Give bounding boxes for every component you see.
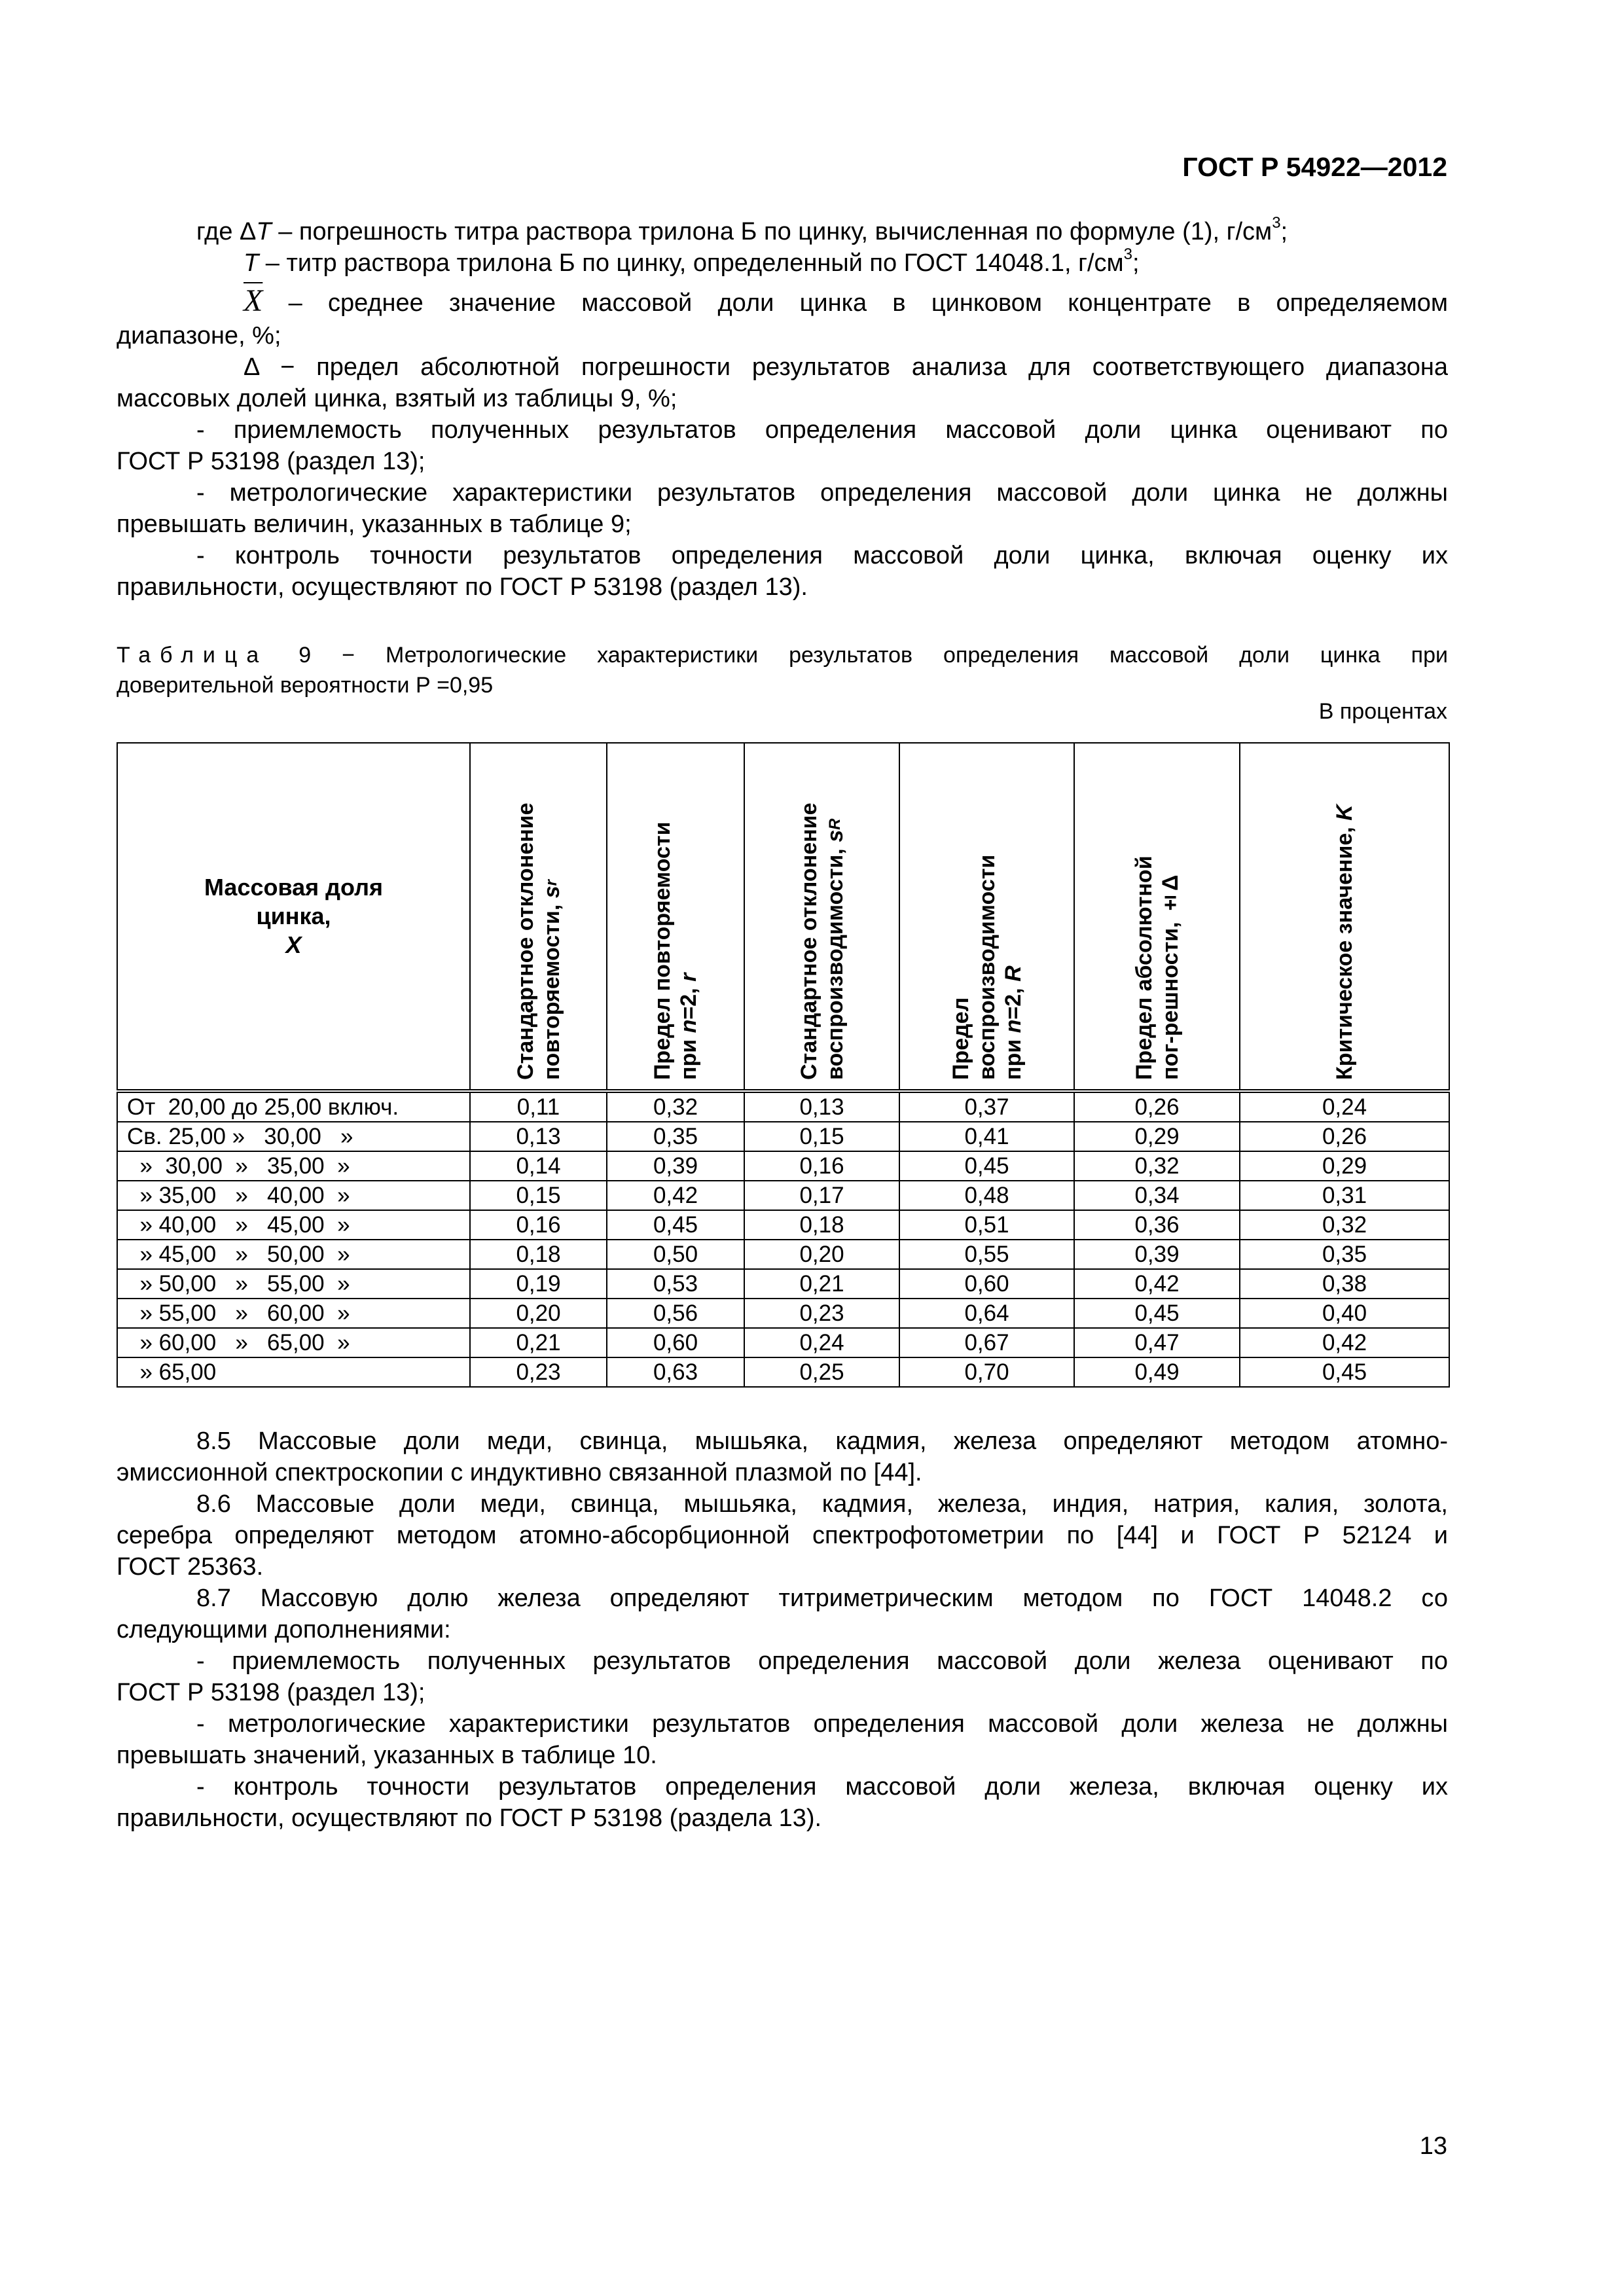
cell-value: 0,60 — [899, 1269, 1074, 1299]
cell-value: 0,42 — [607, 1181, 744, 1210]
table-header-row — [117, 743, 1449, 1091]
bullet-iron-accuracy: - контроль точности результатов определения массовой доли железа, включая оценку их правильности, осуществляют по ГОСТ Р 53198 (раздела 13). — [117, 1773, 1448, 1832]
cell-range: Св. 25,00 » 30,00 » — [117, 1122, 470, 1151]
table-9-caption: Таблица 9 − Метрологические характеристики результатов определения массовой доли цинка при доверительной вероятности Р =0,95 — [117, 643, 1448, 698]
section-8-paragraphs — [117, 1426, 1448, 1834]
cell-range: » 40,00 » 45,00 » — [117, 1210, 470, 1240]
table-row — [117, 1151, 1449, 1181]
table-9 — [117, 742, 1450, 1388]
cell-value: 0,16 — [470, 1210, 607, 1240]
definition-x-mean: $\overline{X}$ – среднее значение массовой доли цинка в цинковом концентрате в определяемом диапазоне, %; — [117, 283, 1448, 350]
paragraph-8-6: 8.6 Массовые доли меди, свинца, мышьяка, кадмия, железа, индия, натрия, калия, золота, серебра определяют методом атомно-абсорбционной спектрофотометрии по [44] и ГОСТ Р 52124 и ГОСТ 25363. — [117, 1490, 1448, 1581]
cell-value: 0,42 — [1240, 1328, 1449, 1357]
cell-value: 0,32 — [607, 1091, 744, 1122]
cell-value: 0,26 — [1074, 1091, 1240, 1122]
table-row — [117, 1210, 1449, 1240]
cell-value: 0,32 — [1240, 1210, 1449, 1240]
cell-range: » 60,00 » 65,00 » — [117, 1328, 470, 1357]
cell-value: 0,18 — [744, 1210, 899, 1240]
table-row — [117, 1357, 1449, 1387]
table-row — [117, 1122, 1449, 1151]
cell-value: 0,63 — [607, 1357, 744, 1387]
cell-value: 0,15 — [744, 1122, 899, 1151]
cell-value: 0,15 — [470, 1181, 607, 1210]
definition-delta: Δ − предел абсолютной погрешности результатов анализа для соответствующего диапазона массовых долей цинка, взятый из таблицы 9, %; — [117, 353, 1448, 412]
table-row — [117, 1299, 1449, 1328]
col-header-sr: Стандартное отклонение повторяемости, sr — [470, 743, 607, 1091]
cell-value: 0,39 — [607, 1151, 744, 1181]
cell-range: » 65,00 — [117, 1357, 470, 1387]
cell-value: 0,51 — [899, 1210, 1074, 1240]
col-header-mass-fraction: Массовая доля цинка, X — [117, 743, 470, 1091]
cell-value: 0,23 — [744, 1299, 899, 1328]
cell-value: 0,48 — [899, 1181, 1074, 1210]
cell-value: 0,53 — [607, 1269, 744, 1299]
cell-value: 0,64 — [899, 1299, 1074, 1328]
cell-value: 0,50 — [607, 1240, 744, 1269]
col-header-sR: Стандартное отклонение воспроизводимости, sR — [744, 743, 899, 1091]
cell-value: 0,45 — [1074, 1299, 1240, 1328]
cell-value: 0,11 — [470, 1091, 607, 1122]
document-code: ГОСТ Р 54922—2012 — [1182, 152, 1447, 182]
cell-value: 0,35 — [607, 1122, 744, 1151]
cell-range: » 55,00 » 60,00 » — [117, 1299, 470, 1328]
cell-value: 0,17 — [744, 1181, 899, 1210]
cell-value: 0,45 — [1240, 1357, 1449, 1387]
cell-value: 0,41 — [899, 1122, 1074, 1151]
cell-value: 0,18 — [470, 1240, 607, 1269]
cell-value: 0,47 — [1074, 1328, 1240, 1357]
cell-value: 0,21 — [744, 1269, 899, 1299]
cell-value: 0,45 — [607, 1210, 744, 1240]
cell-value: 0,56 — [607, 1299, 744, 1328]
cell-value: 0,67 — [899, 1328, 1074, 1357]
definitions-block — [117, 216, 1448, 603]
cell-value: 0,19 — [470, 1269, 607, 1299]
cell-value: 0,29 — [1074, 1122, 1240, 1151]
cell-range: » 50,00 » 55,00 » — [117, 1269, 470, 1299]
col-header-delta: Предел абсолютной пог-решности, ±Δ — [1074, 743, 1240, 1091]
cell-value: 0,21 — [470, 1328, 607, 1357]
cell-value: 0,32 — [1074, 1151, 1240, 1181]
cell-value: 0,37 — [899, 1091, 1074, 1122]
cell-value: 0,13 — [470, 1122, 607, 1151]
col-header-r: Предел повторяемости при n=2, r — [607, 743, 744, 1091]
table-row — [117, 1181, 1449, 1210]
cell-value: 0,49 — [1074, 1357, 1240, 1387]
cell-value: 0,42 — [1074, 1269, 1240, 1299]
cell-value: 0,20 — [470, 1299, 607, 1328]
table-9-unit: В процентах — [1318, 699, 1447, 724]
bullet-zinc-accuracy: - контроль точности результатов определения массовой доли цинка, включая оценку их правильности, осуществляют по ГОСТ Р 53198 (раздел 13). — [117, 542, 1448, 601]
cell-value: 0,29 — [1240, 1151, 1449, 1181]
bullet-zinc-metrology: - метрологические характеристики результатов определения массовой доли цинка не должны превышать величин, указанных в таблице 9; — [117, 479, 1448, 538]
col-header-k: Критическое значение, K — [1240, 743, 1449, 1091]
cell-value: 0,40 — [1240, 1299, 1449, 1328]
cell-value: 0,34 — [1074, 1181, 1240, 1210]
cell-value: 0,31 — [1240, 1181, 1449, 1210]
bullet-zinc-acceptability: - приемлемость полученных результатов определения массовой доли цинка оценивают по ГОСТ Р 53198 (раздел 13); — [117, 416, 1448, 475]
table-row — [117, 1328, 1449, 1357]
cell-range: От 20,00 до 25,00 включ. — [117, 1091, 470, 1122]
table-row — [117, 1269, 1449, 1299]
cell-value: 0,38 — [1240, 1269, 1449, 1299]
table-row — [117, 1240, 1449, 1269]
col-header-R: Предел воспроизводимости при n=2, R — [899, 743, 1074, 1091]
cell-value: 0,25 — [744, 1357, 899, 1387]
paragraph-8-5: 8.5 Массовые доли меди, свинца, мышьяка, кадмия, железа определяют методом атомно- эмиссионной спектроскопии с индуктивно связанной плазмой по [44]. — [117, 1427, 1448, 1486]
cell-value: 0,35 — [1240, 1240, 1449, 1269]
cell-value: 0,20 — [744, 1240, 899, 1269]
table-row — [117, 1091, 1449, 1122]
cell-value: 0,24 — [1240, 1091, 1449, 1122]
cell-value: 0,14 — [470, 1151, 607, 1181]
cell-value: 0,26 — [1240, 1122, 1449, 1151]
definition-t: T – титр раствора трилона Б по цинку, определенный по ГОСТ 14048.1, $г/см^3$; — [244, 245, 1140, 277]
cell-range: » 35,00 » 40,00 » — [117, 1181, 470, 1210]
bullet-iron-acceptability: - приемлемость полученных результатов определения массовой доли железа оценивают по ГОСТ Р 53198 (раздел 13); — [117, 1647, 1448, 1706]
cell-range: » 45,00 » 50,00 » — [117, 1240, 470, 1269]
definition-delta-t: где ΔT – погрешность титра раствора трилона Б по цинку, вычисленная по формуле (1), $г/см^3$; — [196, 214, 1288, 245]
paragraph-8-7: 8.7 Массовую долю железа определяют титриметрическим методом по ГОСТ 14048.2 со следующими дополнениями: — [117, 1585, 1448, 1643]
cell-value: 0,45 — [899, 1151, 1074, 1181]
cell-value: 0,36 — [1074, 1210, 1240, 1240]
cell-range: » 30,00 » 35,00 » — [117, 1151, 470, 1181]
table-9-body — [117, 1091, 1449, 1387]
cell-value: 0,55 — [899, 1240, 1074, 1269]
bullet-iron-metrology: - метрологические характеристики результатов определения массовой доли железа не должны превышать значений, указанных в таблице 10. — [117, 1710, 1448, 1769]
cell-value: 0,39 — [1074, 1240, 1240, 1269]
cell-value: 0,70 — [899, 1357, 1074, 1387]
cell-value: 0,24 — [744, 1328, 899, 1357]
page-number: 13 — [1419, 2132, 1447, 2160]
cell-value: 0,60 — [607, 1328, 744, 1357]
cell-value: 0,13 — [744, 1091, 899, 1122]
cell-value: 0,23 — [470, 1357, 607, 1387]
cell-value: 0,16 — [744, 1151, 899, 1181]
